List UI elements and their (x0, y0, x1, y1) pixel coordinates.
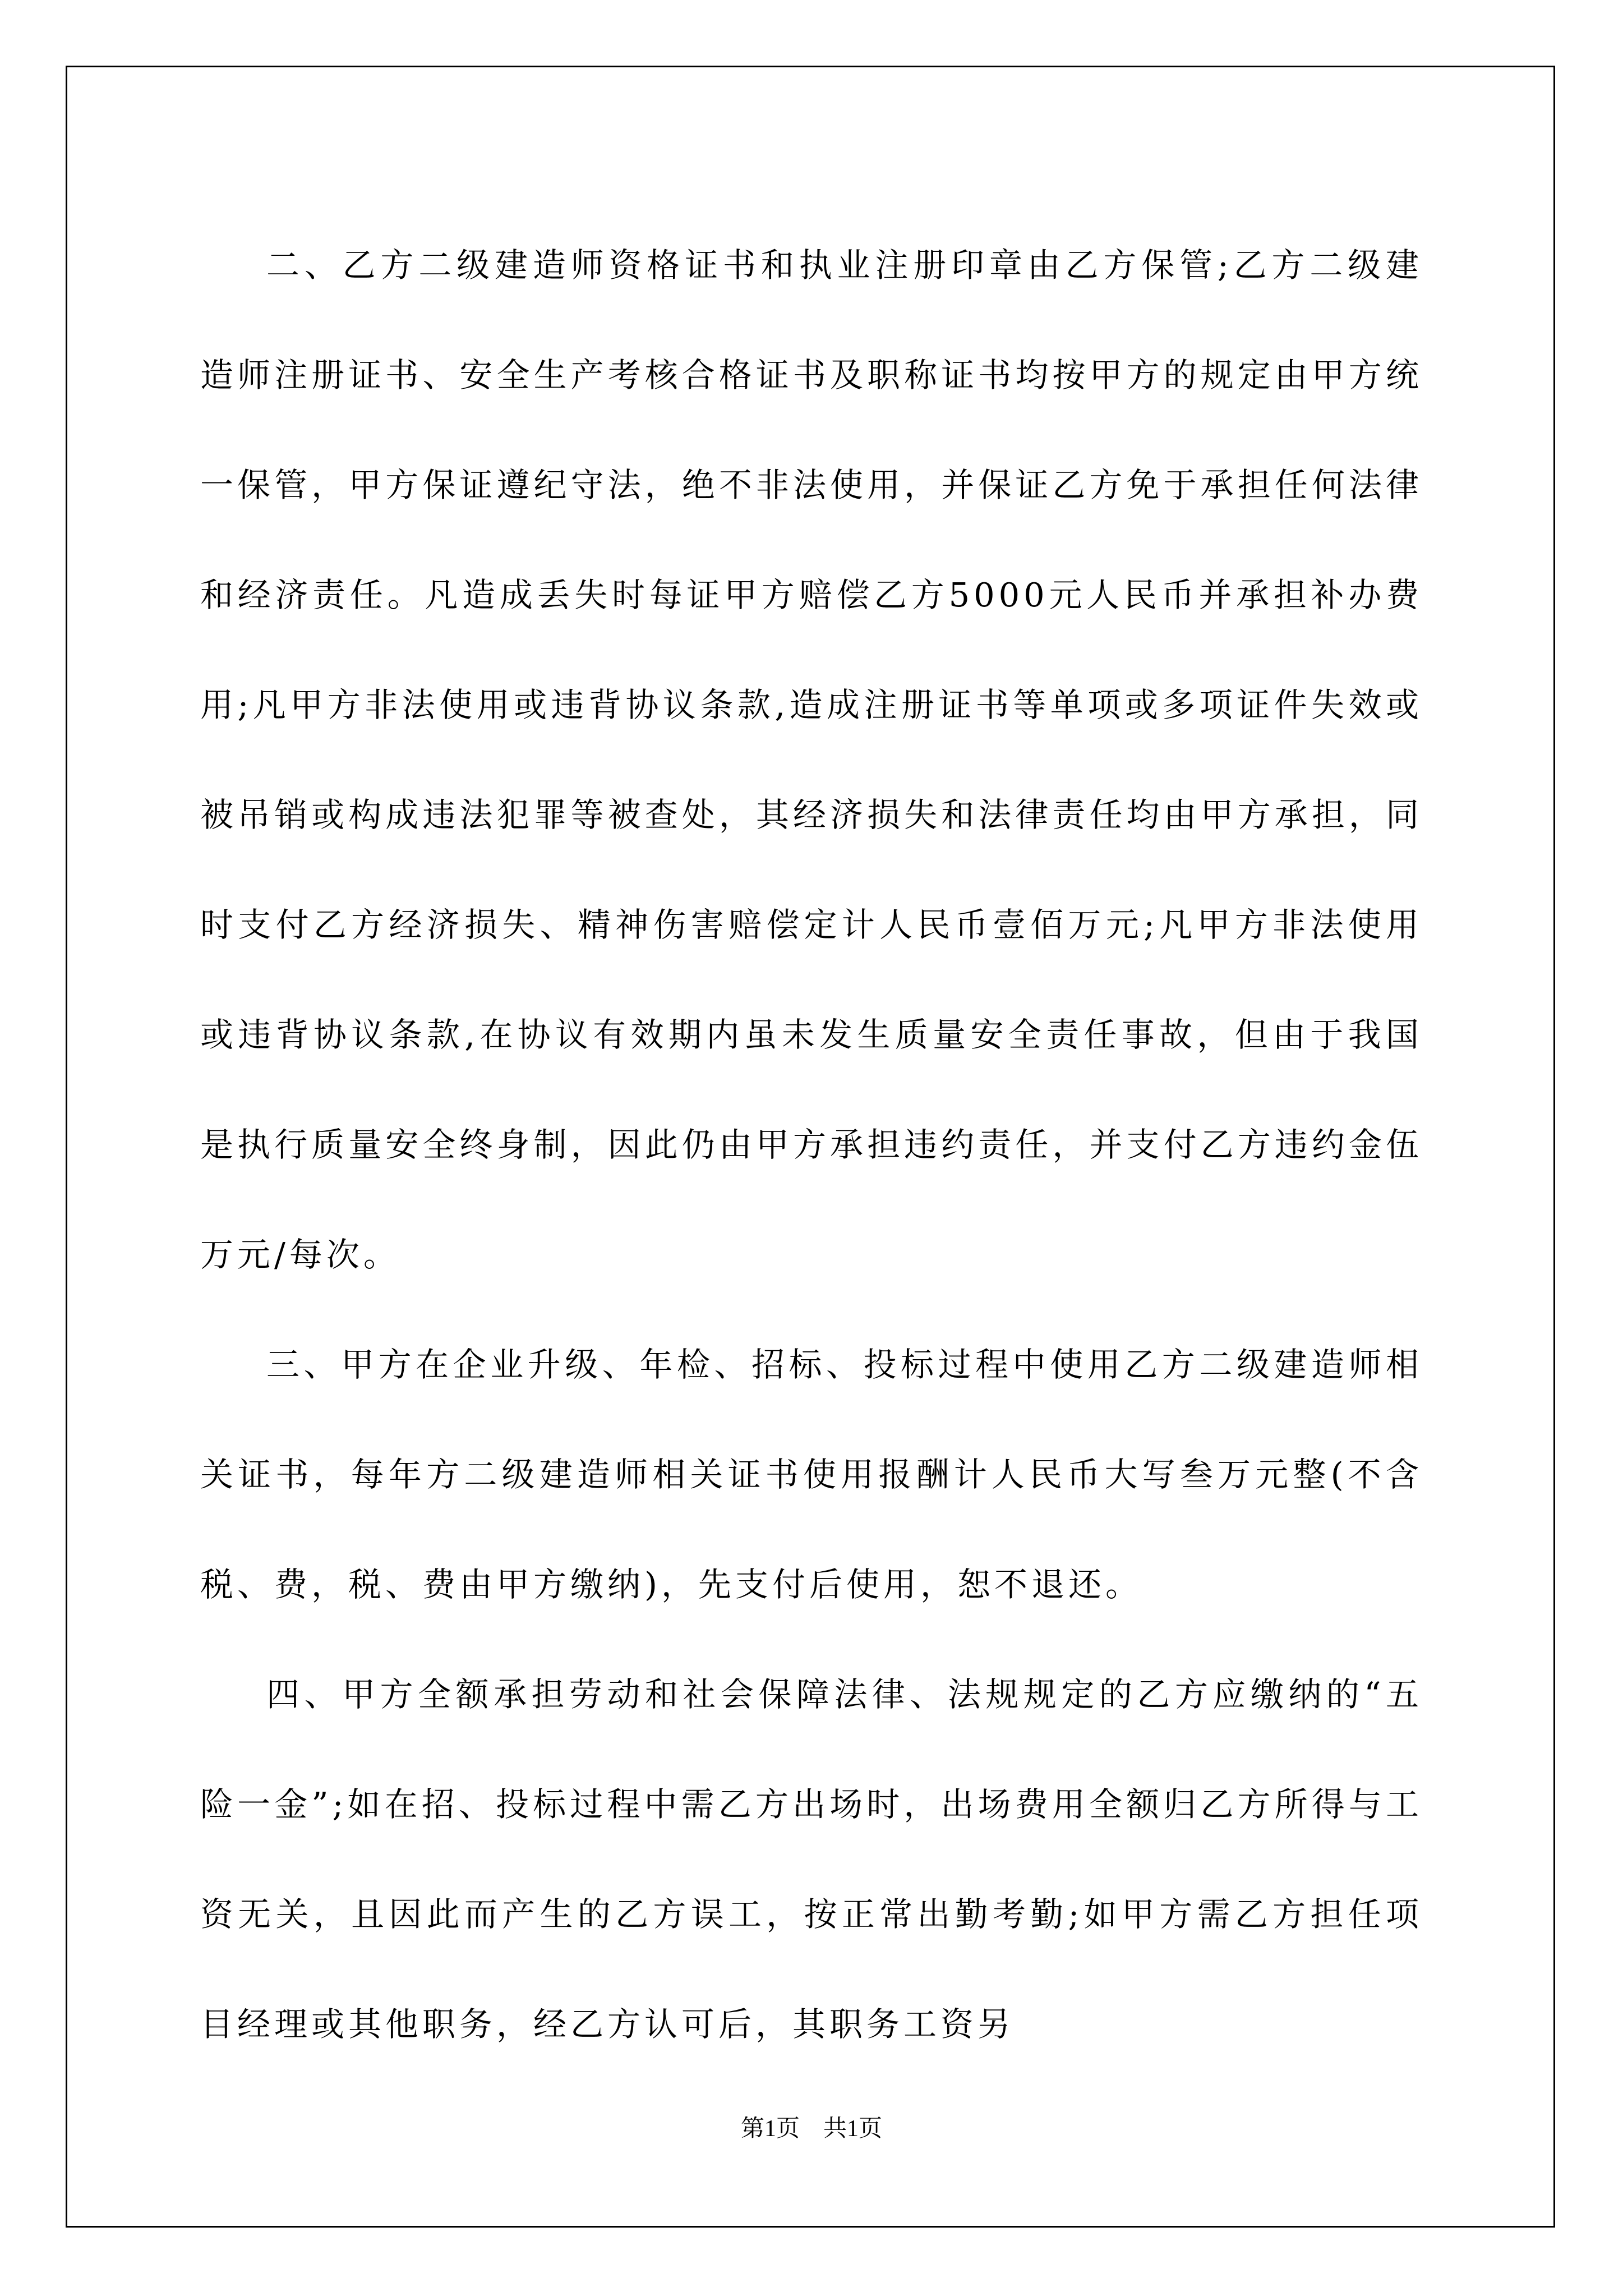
document-body (200, 210, 1423, 2079)
paragraph-clause-2: 二、乙方二级建造师资格证书和执业注册印章由乙方保管;乙方二级建造师注册证书、安全生产考核合格证书及职称证书均按甲方的规定由甲方统一保管，甲方保证遵纪守法，绝不非法使用，并保证乙方免于承担任何法律和经济责任。凡造成丢失时每证甲方赔偿乙方5000元人民币并承担补办费用;凡甲方非法使用或违背协议条款,造成注册证书等单项或多项证件失效或被吊销或构成违法犯罪等被查处，其经济损失和法律责任均由甲方承担，同时支付乙方经济损失、精神伤害赔偿定计人民币壹佰万元;凡甲方非法使用或违背协议条款,在协议有效期内虽未发生质量安全责任事故，但由于我国是执行质量安全终身制，因此仍由甲方承担违约责任，并支付乙方违约金伍万元/每次。 (200, 246, 1423, 1274)
paragraph-clause-3: 三、甲方在企业升级、年检、招标、投标过程中使用乙方二级建造师相关证书，每年方二级建造师相关证书使用报酬计人民币大写叁万元整(不含税、费，税、费由甲方缴纳)，先支付后使用，恕不退还。 (200, 1345, 1423, 1604)
paragraph-clause-4: 四、甲方全额承担劳动和社会保障法律、法规规定的乙方应缴纳的“五险一金”;如在招、投标过程中需乙方出场时，出场费用全额归乙方所得与工资无关，且因此而产生的乙方误工，按正常出勤考勤;如甲方需乙方担任项目经理或其他职务，经乙方认可后，其职务工资另 (200, 1675, 1423, 2044)
page-number-footer: 第1页 共1页 (740, 2116, 882, 2142)
